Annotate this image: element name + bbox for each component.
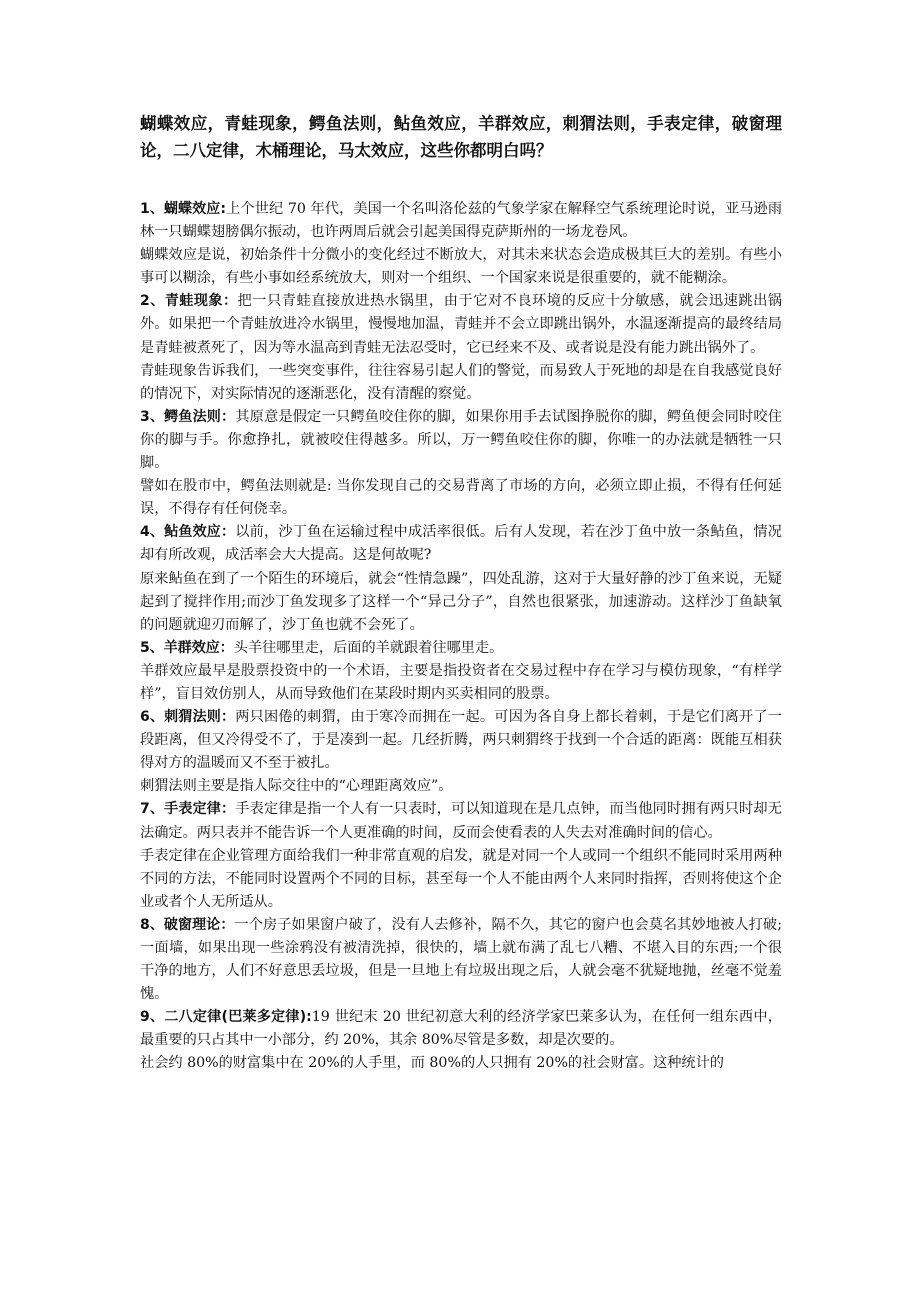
section-explanation: 刺猬法则主要是指人际交往中的“心理距离效应”。 — [140, 778, 453, 795]
section-2 — [140, 290, 782, 405]
section-paragraph — [140, 914, 782, 1006]
section-body: 以前，沙丁鱼在运输过程中成活率很低。后有人发现，若在沙丁鱼中放一条鲇鱼，情况却有所改观，成活率会大大提高。这是何故呢? — [140, 524, 782, 564]
section-body: 上个世纪 70 年代，美国一个名叫洛伦兹的气象学家在解释空气系统理论时说，亚马逊雨林一只蝴蝶翅膀偶尔振动，也许两周后就会引起美国得克萨斯州的一场龙卷风。 — [140, 201, 783, 241]
section-paragraph — [140, 706, 782, 775]
section-heading: 3、鳄鱼法则： — [140, 408, 236, 425]
section-heading: 5、羊群效应： — [140, 639, 234, 656]
section-5 — [140, 637, 782, 706]
section-1 — [140, 198, 782, 290]
section-body: 其原意是假定一只鳄鱼咬住你的脚，如果你用手去试图挣脱你的脚，鳄鱼便会同时咬住你的脚与手。你愈挣扎，就被咬住得越多。所以，万一鳄鱼咬住你的脚，你唯一的办法就是牺牲一只脚。 — [140, 408, 782, 472]
section-body: 一个房子如果窗户破了，没有人去修补，隔不久，其它的窗户也会莫名其妙地被人打破;一面墙，如果出现一些涂鸦没有被清洗掉，很快的，墙上就布满了乱七八糟、不堪入目的东西;一个很干净的地方，人们不好意思丢垃圾，但是一旦地上有垃圾出现之后，人就会毫不犹疑地抛，丝毫不觉羞愧。 — [140, 916, 782, 1003]
section-6 — [140, 706, 782, 798]
section-body: 两只困倦的刺猬，由于寒冷而拥在一起。可因为各自身上都长着刺，于是它们离开了一段距离，但又冷得受不了，于是凑到一起。几经折腾，两只刺猬终于找到一个合适的距离：既能互相获得对方的温暖而又不至于被扎。 — [140, 709, 782, 772]
section-explanation: 青蛙现象告诉我们，一些突变事件，往往容易引起人们的警觉，而易致人于死地的却是在自我感觉良好的情况下，对实际情况的逐渐恶化，没有清醒的察觉。 — [140, 362, 782, 402]
section-9 — [140, 1006, 782, 1075]
section-paragraph — [140, 1006, 782, 1052]
section-body: 头羊往哪里走，后面的羊就跟着往哪里走。 — [233, 639, 504, 656]
section-explanation: 手表定律在企业管理方面给我们一种非常直观的启发，就是对同一个人或同一个组织不能同时采用两种不同的方法，不能同时设置两个不同的目标，甚至每一个人不能由两个人来同时指挥，否则将使这个企业或者个人无所适从。 — [140, 847, 782, 910]
sections-container — [140, 198, 782, 1076]
section-paragraph — [140, 290, 782, 359]
section-8 — [140, 914, 782, 1006]
section-explanation: 羊群效应最早是股票投资中的一个术语，主要是指投资者在交易过程中存在学习与模仿现象，“有样学样”，盲目效仿别人，从而导致他们在某段时期内买卖相同的股票。 — [140, 662, 782, 702]
section-explanation: 社会约 80%的财富集中在 20%的人手里，而 80%的人只拥有 20%的社会财富。这种统计的 — [140, 1055, 724, 1072]
section-explanation: 原来鲇鱼在到了一个陌生的环境后，就会“性情急躁”，四处乱游，这对于大量好静的沙丁鱼来说，无疑起到了搅拌作用;而沙丁鱼发现多了这样一个“异己分子”，自然也很紧张，加速游动。这样沙丁鱼缺氧的问题就迎刃而解了，沙丁鱼也就不会死了。 — [140, 570, 782, 633]
section-3 — [140, 406, 782, 521]
section-heading: 6、刺猬法则： — [140, 709, 236, 726]
section-heading: 8、破窗理论： — [140, 916, 235, 933]
section-paragraph — [140, 521, 782, 567]
section-paragraph — [140, 798, 782, 844]
section-body: 手表定律是指一个人有一只表时，可以知道现在是几点钟，而当他同时拥有两只时却无法确定。两只表并不能告诉一个人更准确的时间，反而会使看表的人失去对准确时间的信心。 — [140, 801, 782, 841]
section-body: 19 世纪末 20 世纪初意大利的经济学家巴莱多认为，在任何一组东西中，最重要的只占其中一小部分，约 20%，其余 80%尽管是多数，却是次要的。 — [140, 1009, 782, 1049]
section-heading: 7、手表定律： — [140, 801, 236, 818]
section-heading: 9、二八定律(巴莱多定律): — [140, 1009, 312, 1026]
document-title: 蝴蝶效应，青蛙现象，鳄鱼法则，鲇鱼效应，羊群效应，刺猬法则，手表定律，破窗理论，二八定律，木桶理论，马太效应，这些你都明白吗？ — [140, 114, 782, 160]
document-page — [140, 110, 782, 1076]
section-7 — [140, 798, 782, 913]
section-paragraph — [140, 198, 782, 244]
section-4 — [140, 521, 782, 636]
section-paragraph — [140, 406, 782, 475]
section-heading: 2、青蛙现象： — [140, 293, 238, 310]
section-heading: 1、蝴蝶效应: — [140, 201, 226, 217]
section-explanation: 譬如在股市中，鳄鱼法则就是: 当你发现自己的交易背离了市场的方向，必须立即止损，不得有任何延误，不得存有任何侥幸。 — [140, 478, 782, 518]
section-explanation: 蝴蝶效应是说，初始条件十分微小的变化经过不断放大，对其未来状态会造成极其巨大的差别。有些小事可以糊涂，有些小事如经系统放大，则对一个组织、一个国家来说是很重要的，就不能糊涂。 — [140, 247, 782, 287]
section-body: 把一只青蛙直接放进热水锅里，由于它对不良环境的反应十分敏感，就会迅速跳出锅外。如果把一个青蛙放进冷水锅里，慢慢地加温，青蛙并不会立即跳出锅外，水温逐渐提高的最终结局是青蛙被煮死了，因为等水温高到青蛙无法忍受时，它已经来不及、或者说是没有能力跳出锅外了。 — [140, 293, 782, 356]
section-heading: 4、鲇鱼效应： — [140, 524, 236, 541]
section-paragraph — [140, 637, 782, 660]
